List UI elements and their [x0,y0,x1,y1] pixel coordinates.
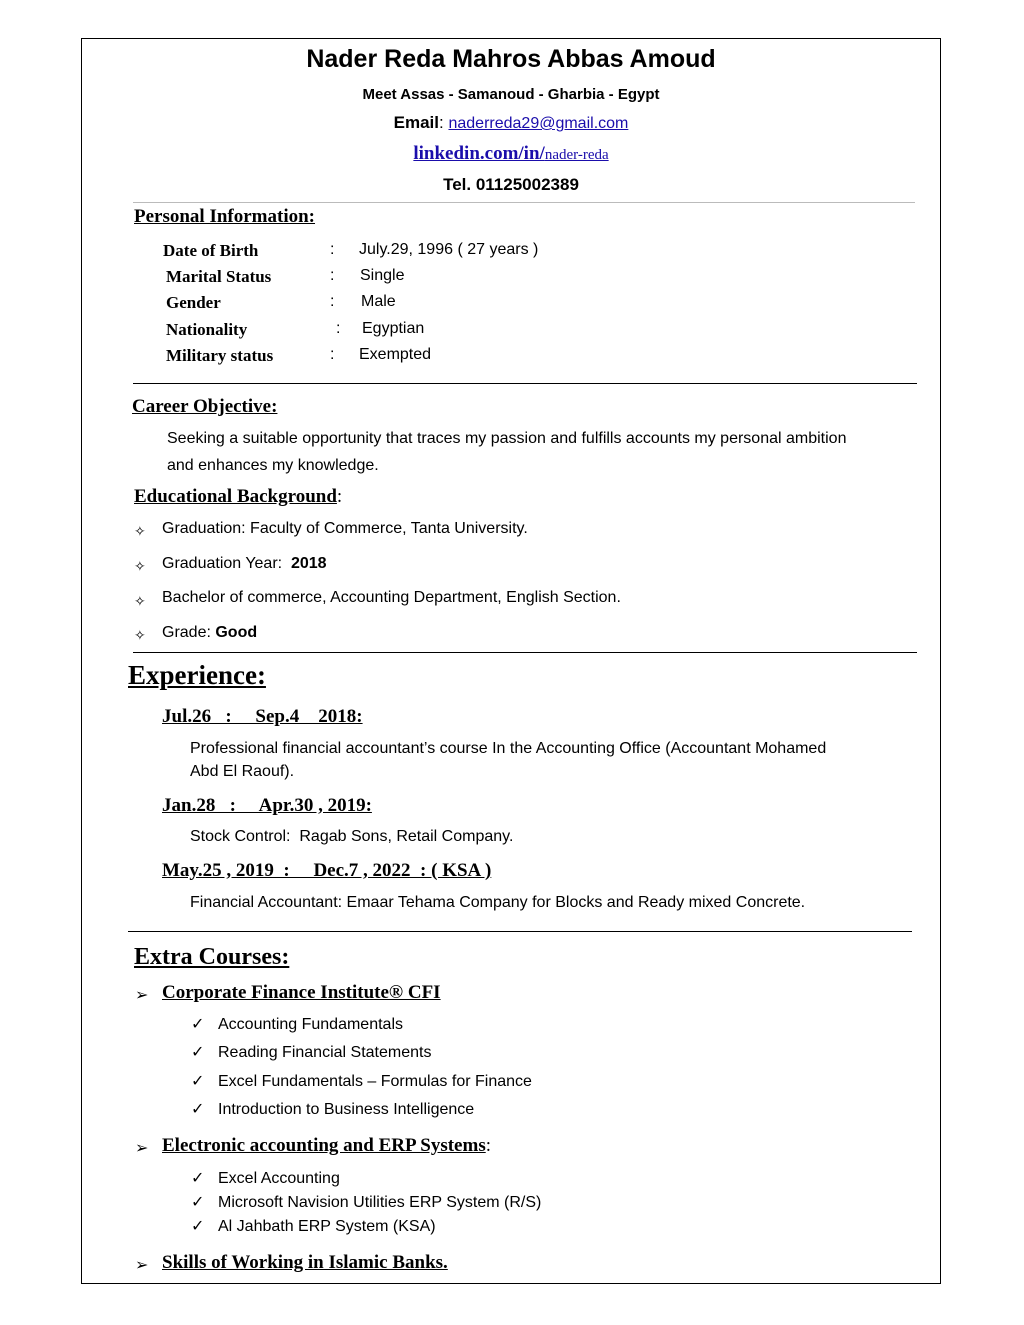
email-link[interactable]: naderreda29@gmail.com [448,115,629,132]
education-item-text: Bachelor of commerce, Accounting Department, English Section. [162,589,621,606]
personal-separator: : [330,267,335,284]
education-item-text: Graduation Year: [162,555,291,572]
personal-label: Nationality [166,320,248,339]
experience-description: Abd El Raouf). [190,763,295,780]
objective-text: Seeking a suitable opportunity that traces my passion and fulfills accounts my personal ambition [167,430,847,447]
checkmark-icon: ✓ [191,1170,205,1187]
personal-value: Single [360,267,405,284]
email-label: Email [393,113,439,132]
personal-separator: : [336,320,341,337]
personal-separator: : [330,293,335,310]
personal-value: Exempted [359,346,432,363]
checkmark-icon: ✓ [191,1044,205,1061]
course-item: Reading Financial Statements [218,1044,432,1061]
course-group-heading: Corporate Finance Institute® CFI [162,982,441,1003]
course-item: Accounting Fundamentals [218,1016,403,1033]
personal-value: July.29, 1996 ( 27 years ) [359,241,539,258]
divider [133,383,917,384]
education-item-bold: Good [215,624,258,641]
checkmark-icon: ✓ [191,1101,205,1118]
experience-title: Experience: [128,660,266,690]
arrow-bullet-icon: ➢ [135,1257,149,1274]
linkedin-handle: nader-reda [544,147,609,163]
experience-date: May.25 , 2019 : Dec.7 , 2022 : ( KSA ) [162,860,492,881]
experience-description: Professional financial accountant’s course In the Accounting Office (Accountant Mohamed [190,740,827,757]
diamond-bullet-icon: ✧ [134,593,146,609]
email-separator: : [439,113,444,132]
education-item [162,589,621,607]
address: Meet Assas - Samanoud - Gharbia - Egypt [362,86,660,103]
personal-label: Military status [166,346,274,365]
personal-separator: : [330,241,335,258]
divider [133,202,915,203]
education-item-bold: 2018 [290,555,327,572]
experience-date: Jul.26 : Sep.4 2018: [162,706,363,727]
course-group-heading: Skills of Working in Islamic Banks. [162,1252,448,1273]
checkmark-icon: ✓ [191,1194,205,1211]
personal-label: Marital Status [166,267,272,286]
education-item-text: Graduation: Faculty of Commerce, Tanta University. [162,520,528,537]
experience-description: Financial Accountant: Emaar Tehama Company for Blocks and Ready mixed Concrete. [190,894,806,911]
email-line [81,113,941,133]
linkedin-main: linkedin.com/in/ [413,143,545,164]
personal-value: Egyptian [362,320,425,337]
education-item-text: Grade: [162,624,216,641]
education-item [162,555,327,573]
linkedin-link[interactable] [413,143,608,164]
education-title-line [134,486,342,508]
personal-info-title: Personal Information: [134,206,316,227]
checkmark-icon: ✓ [191,1218,205,1235]
course-group-heading-suffix: : [485,1135,491,1156]
divider [128,931,912,932]
personal-label: Date of Birth [163,241,259,260]
career-objective-title: Career Objective: [132,396,278,417]
personal-value: Male [361,293,396,310]
education-title-colon: : [336,486,343,507]
experience-date: Jan.28 : Apr.30 , 2019: [162,795,372,816]
education-title: Educational Background [134,486,337,507]
arrow-bullet-icon: ➢ [135,987,149,1004]
experience-description: Stock Control: Ragab Sons, Retail Company. [190,828,514,845]
course-group-heading-line [162,1135,491,1157]
personal-label: Gender [166,293,221,312]
candidate-name: Nader Reda Mahros Abbas Amoud [306,45,716,73]
extra-courses-title: Extra Courses: [134,944,290,970]
education-item [162,624,257,642]
arrow-bullet-icon: ➢ [135,1140,149,1157]
course-item: Excel Accounting [218,1170,340,1187]
checkmark-icon: ✓ [191,1073,205,1090]
telephone: Tel. 01125002389 [443,175,579,194]
course-group-heading: Electronic accounting and ERP Systems [162,1135,486,1156]
linkedin-line [81,143,941,165]
education-item [162,520,528,538]
personal-separator: : [330,346,335,363]
course-item: Excel Fundamentals – Formulas for Finance [218,1073,532,1090]
diamond-bullet-icon: ✧ [134,523,146,539]
checkmark-icon: ✓ [191,1016,205,1033]
course-item: Al Jahbath ERP System (KSA) [218,1218,436,1235]
diamond-bullet-icon: ✧ [134,558,146,574]
diamond-bullet-icon: ✧ [134,627,146,643]
course-item: Microsoft Navision Utilities ERP System (R/S) [218,1194,542,1211]
objective-text: and enhances my knowledge. [167,457,379,474]
course-item: Introduction to Business Intelligence [218,1101,475,1118]
divider [133,652,917,653]
